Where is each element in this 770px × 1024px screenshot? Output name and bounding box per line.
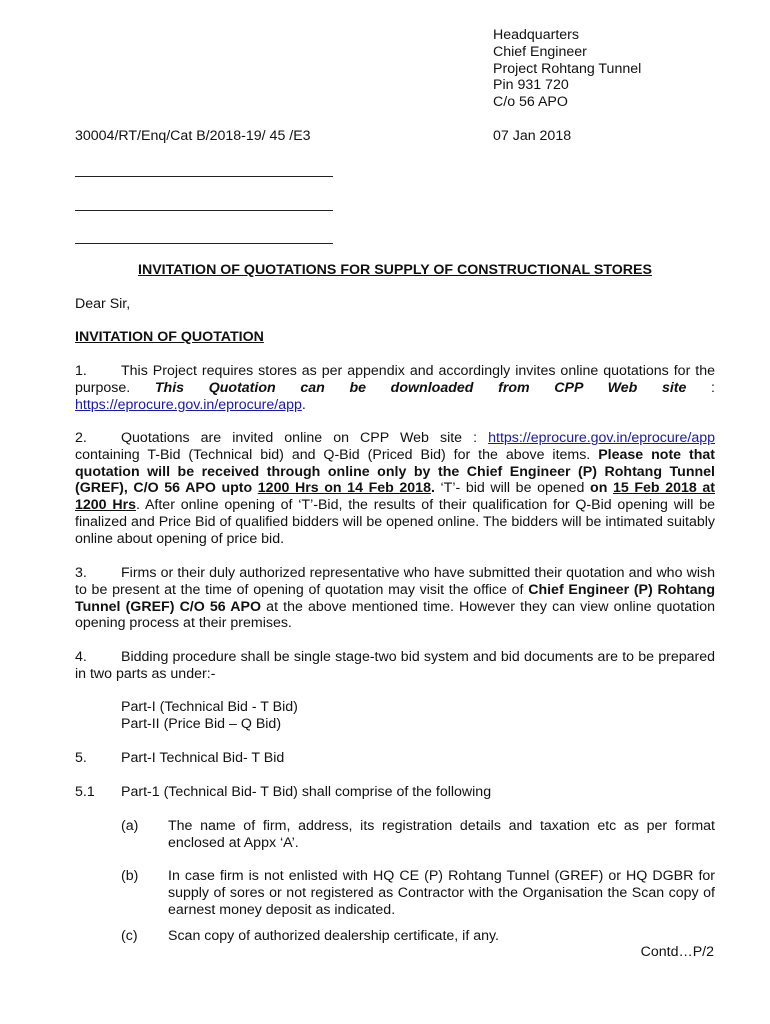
paragraph-4	[75, 649, 715, 683]
paragraph-text: at the above mentioned time. However they can view online quotation opening process at their premises.	[75, 598, 715, 632]
recipient-blank-line	[75, 243, 333, 244]
paragraph-text: This Project requires stores as per appendix and accordingly invites online quotations for the purpose.	[75, 363, 715, 396]
paragraph-text: Quotations are invited online on CPP Web site :	[121, 430, 489, 446]
address-line: Pin 931 720	[493, 77, 569, 94]
paragraph-text: Part-I Technical Bid- T Bid	[121, 750, 285, 766]
item-text: In case firm is not enlisted with HQ CE (P) Rohtang Tunnel (GREF) or HQ DGBR for supply of sores or not registered as Contractor with the Organisation the Scan copy of earnest money deposit as indicated.	[168, 868, 715, 918]
item-label: (a)	[121, 818, 139, 834]
paragraph-number: 1.	[75, 363, 87, 379]
paragraph-bold: .	[430, 480, 435, 497]
item-text: Scan copy of authorized dealership certificate, if any.	[168, 928, 499, 944]
deadline-date: 1200 Hrs on 14 Feb 2018	[257, 480, 431, 497]
opening-date: 15 Feb 2018 at 1200 Hrs	[75, 480, 715, 514]
bid-part: Part-I (Technical Bid - T Bid)	[121, 699, 298, 715]
paragraph-bold: Please note that quotation will be received through online only by the Chief Engineer (P) Rohtang Tunnel (GREF), C/O 56 APO upto	[75, 446, 715, 497]
list-item	[121, 868, 715, 918]
paragraph-bold: Chief Engineer (P) Rohtang Tunnel (GREF) C/O 56 APO	[75, 581, 716, 615]
list-item	[121, 928, 715, 945]
item-label: (b)	[121, 868, 139, 884]
paragraph-number: 2.	[75, 430, 87, 446]
paragraph-text: Part-1 (Technical Bid- T Bid) shall comprise of the following	[121, 784, 492, 800]
paragraph-text: Bidding procedure shall be single stage-two bid system and bid documents are to be prepared in two parts as under:-	[75, 649, 715, 682]
address-line: Project Rohtang Tunnel	[493, 60, 642, 77]
recipient-blank-line	[75, 176, 333, 177]
paragraph-2	[75, 430, 715, 548]
paragraph-number: 5.1	[75, 784, 95, 800]
paragraph-number: 4.	[75, 649, 87, 665]
paragraph-text: Firms or their duly authorized representative who have submitted their quotation and who wish to be present at the time of opening of quotation may visit the office of	[75, 565, 715, 598]
recipient-blank-line	[75, 210, 333, 211]
document-title: INVITATION OF QUOTATIONS FOR SUPPLY OF CONSTRUCTIONAL STORES	[138, 262, 652, 278]
paragraph-text: .	[301, 396, 306, 413]
address-line: C/o 56 APO	[493, 94, 568, 111]
paragraph-emphasis: This Quotation can be downloaded from CPP Web site	[154, 379, 687, 396]
address-line: Chief Engineer	[493, 43, 587, 60]
item-text: The name of firm, address, its registration details and taxation etc as per format enclosed at Appx ‘A’.	[168, 818, 715, 851]
paragraph-text: ‘T’- bid will be opened	[434, 480, 591, 497]
subheading: INVITATION OF QUOTATION	[75, 329, 264, 345]
paragraph-1	[75, 363, 715, 413]
item-label: (c)	[121, 928, 138, 944]
paragraph-text: :	[686, 379, 715, 396]
continued-marker: Contd…P/2	[640, 944, 714, 960]
reference-number: 30004/RT/Enq/Cat B/2018-19/ 45 /E3	[75, 128, 311, 144]
paragraph-text: containing T-Bid (Technical bid) and Q-Bid (Priced Bid) for the above items.	[75, 446, 599, 463]
address-line: Headquarters	[493, 27, 579, 43]
letter-date: 07 Jan 2018	[493, 128, 572, 144]
cpp-website-link[interactable]: https://eprocure.gov.in/eprocure/app	[488, 430, 715, 446]
bid-part: Part-II (Price Bid – Q Bid)	[121, 715, 282, 732]
paragraph-number: 5.	[75, 750, 87, 766]
paragraph-5-1	[75, 784, 715, 801]
salutation: Dear Sir,	[75, 296, 131, 312]
bid-parts-list	[121, 699, 298, 733]
list-item	[121, 818, 715, 852]
cpp-website-link[interactable]: https://eprocure.gov.in/eprocure/app	[75, 396, 302, 413]
paragraph-text: . After online opening of ‘T’-Bid, the results of their qualification for Q-Bid opening will be finalized and Price Bid of qualified bidders will be opened online. The bidders will be intimated suitably online about opening of price bid.	[75, 497, 715, 547]
paragraph-bold: on	[590, 480, 613, 497]
paragraph-number: 3.	[75, 565, 87, 581]
paragraph-5	[75, 750, 715, 767]
sender-address	[493, 27, 641, 111]
paragraph-3	[75, 565, 715, 632]
